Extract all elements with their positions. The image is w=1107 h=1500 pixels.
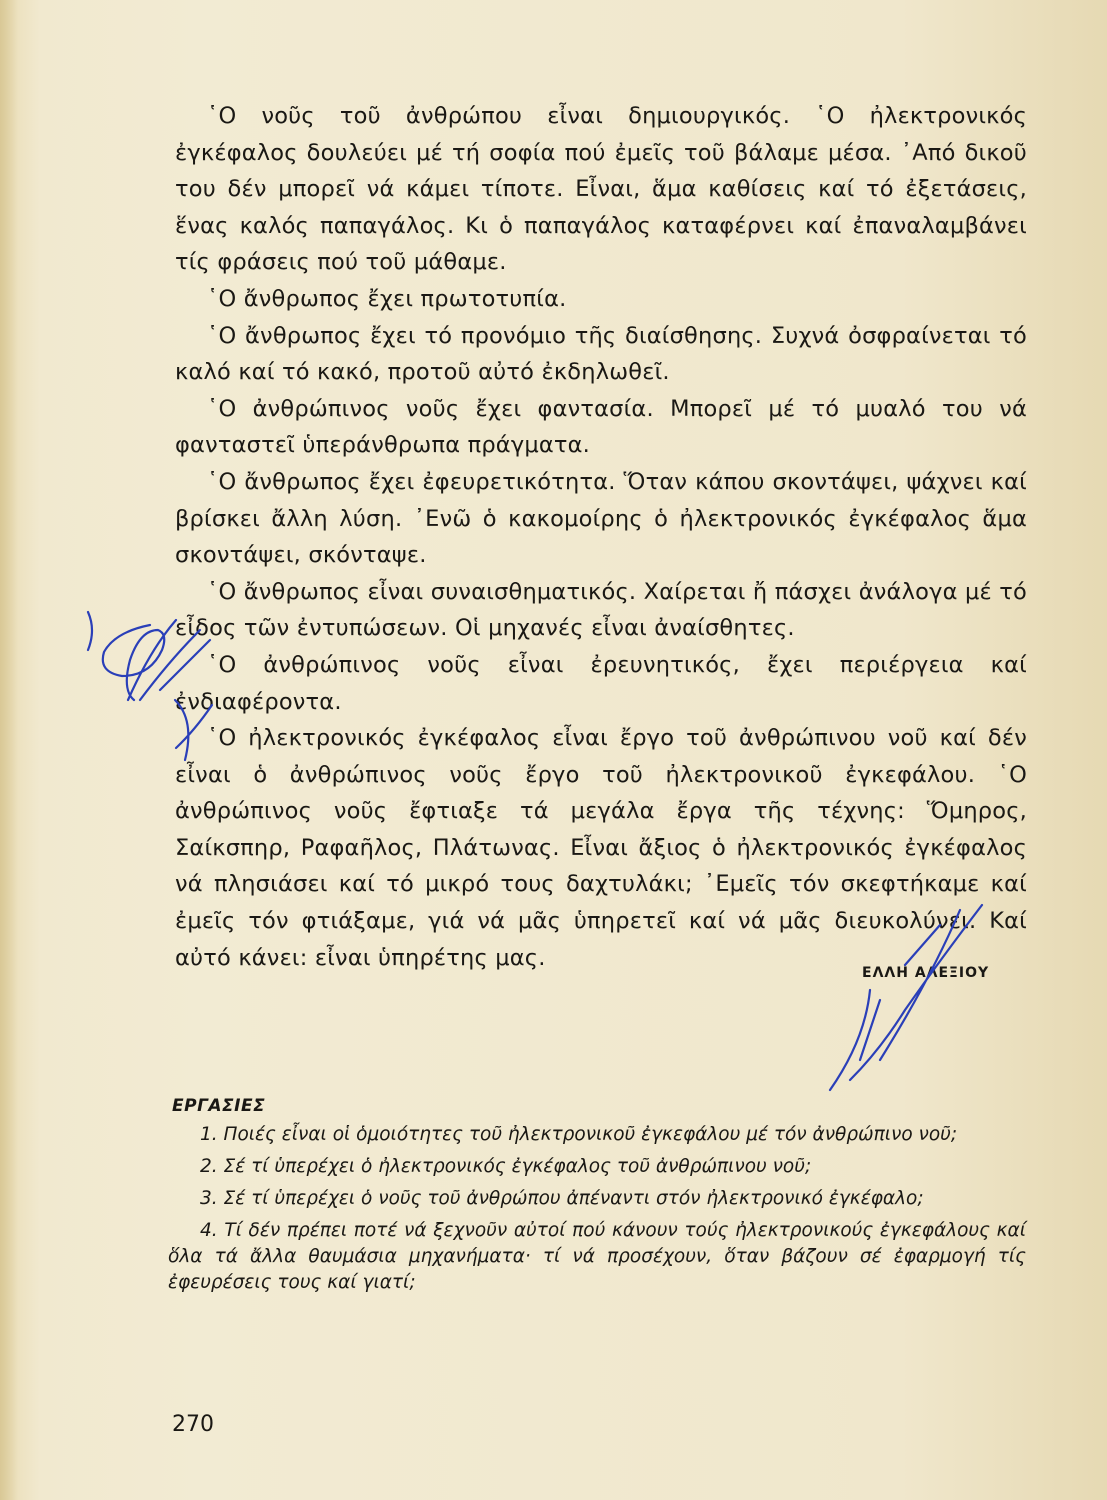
task-item-4: 4. Τί δέν πρέπει ποτέ νά ξεχνοῦν αὐτοί πού κάνουν τούς ἠλεκτρονικούς ἐγκεφάλους καί ὅλα τά ἄλλα θαυμάσια μηχανήματα· τί νά προσέχουν, ὅταν βάζουν σέ ἐφαρμογή τίς ἐφευρέσεις τους καί γιατί;: [168, 1220, 1026, 1293]
task-item-3: 3. Σέ τί ὑπερέχει ὁ νοῦς τοῦ ἀνθρώπου ἀπέναντι στόν ἠλεκτρονικό ἐγκέφαλο;: [200, 1188, 924, 1209]
margin-bracket-mark: [88, 612, 92, 650]
paragraph-7: ῾Ο ἀνθρώπινος νοῦς εἶναι ἐρευνητικός, ἔχει περιέργεια καί ἐνδιαφέροντα.: [175, 651, 1027, 715]
page-number: 270: [172, 1412, 214, 1437]
paragraph-6: ῾Ο ἄνθρωπος εἶναι συναισθηματικός. Χαίρεται ἤ πάσχει ἀνάλογα μέ τό εἶδος τῶν ἐντυπώσεων. Οἱ μηχανές εἶναι ἀναίσθητες.: [175, 578, 1027, 642]
page-spine-shadow: [0, 0, 18, 1500]
author-signature: ΕΛΛΗ ΑΛΕΞΙΟΥ: [862, 965, 990, 981]
tasks-list: [168, 1122, 1026, 1302]
paragraph-2: ῾Ο ἄνθρωπος ἔχει πρωτοτυπία.: [207, 285, 567, 312]
paragraph-3: ῾Ο ἄνθρωπος ἔχει τό προνόμιο τῆς διαίσθησης. Συχνά ὀσφραίνεται τό καλό καί τό κακό, προτοῦ αὐτό ἐκδηλωθεῖ.: [175, 322, 1027, 386]
paragraph-5: ῾Ο ἄνθρωπος ἔχει ἐφευρετικότητα. Ὅταν κάπου σκοντάψει, ψάχνει καί βρίσκει ἄλλη λύση. ᾿Ενῶ ὁ κακομοίρης ὁ ἠλεκτρονικός ἐγκέφαλος ἅμα σκοντάψει, σκόνταψε.: [175, 468, 1027, 569]
task-item-1: 1. Ποιές εἶναι οἱ ὁμοιότητες τοῦ ἠλεκτρονικοῦ ἐγκεφάλου μέ τόν ἀνθρώπινο νοῦ;: [200, 1124, 958, 1145]
tasks-heading: ΕΡΓΑΣΙΕΣ: [172, 1096, 266, 1116]
essay-body: [175, 98, 1027, 976]
paragraph-4: ῾Ο ἀνθρώπινος νοῦς ἔχει φαντασία. Μπορεῖ μέ τό μυαλό του νά φανταστεῖ ὑπεράνθρωπα πράγματα.: [175, 395, 1027, 459]
paragraph-8: ῾Ο ἠλεκτρονικός ἐγκέφαλος εἶναι ἔργο τοῦ ἀνθρώπινου νοῦ καί δέν εἶναι ὁ ἀνθρώπινος νοῦς ἔργο τοῦ ἠλεκτρονικοῦ ἐγκεφάλου. ῾Ο ἀνθρώπινος νοῦς ἔφτιαξε τά μεγάλα ἔργα τῆς τέχνης: Ὅμηρος, Σαίκσπηρ, Ραφαῆλος, Πλάτωνας. Εἶναι ἄξιος ὁ ἠλεκτρονικός ἐγκέφαλος νά πλησιάσει καί τό μικρό τους δαχτυλάκι; ᾿Εμεῖς τόν σκεφτήκαμε καί ἐμεῖς τόν φτιάξαμε, γιά νά μᾶς ὑπηρετεῖ καί νά μᾶς διευκολύνει. Καί αὐτό κάνει: εἶναι ὑπηρέτης μας.: [175, 725, 1027, 971]
paragraph-1: ῾Ο νοῦς τοῦ ἀνθρώπου εἶναι δημιουργικός. ῾Ο ἠλεκτρονικός ἐγκέφαλος δουλεύει μέ τή σοφία πού ἐμεῖς τοῦ βάλαμε μέσα. ᾿Από δικοῦ του δέν μπορεῖ νά κάμει τίποτε. Εἶναι, ἅμα καθίσεις καί τό ἐξετάσεις, ἕνας καλός παπαγάλος. Κι ὁ παπαγάλος καταφέρνει καί ἐπαναλαμβάνει τίς φράσεις πού τοῦ μάθαμε.: [175, 103, 1027, 276]
task-item-2: 2. Σέ τί ὑπερέχει ὁ ἠλεκτρονικός ἐγκέφαλος τοῦ ἀνθρώπινου νοῦ;: [200, 1156, 812, 1177]
